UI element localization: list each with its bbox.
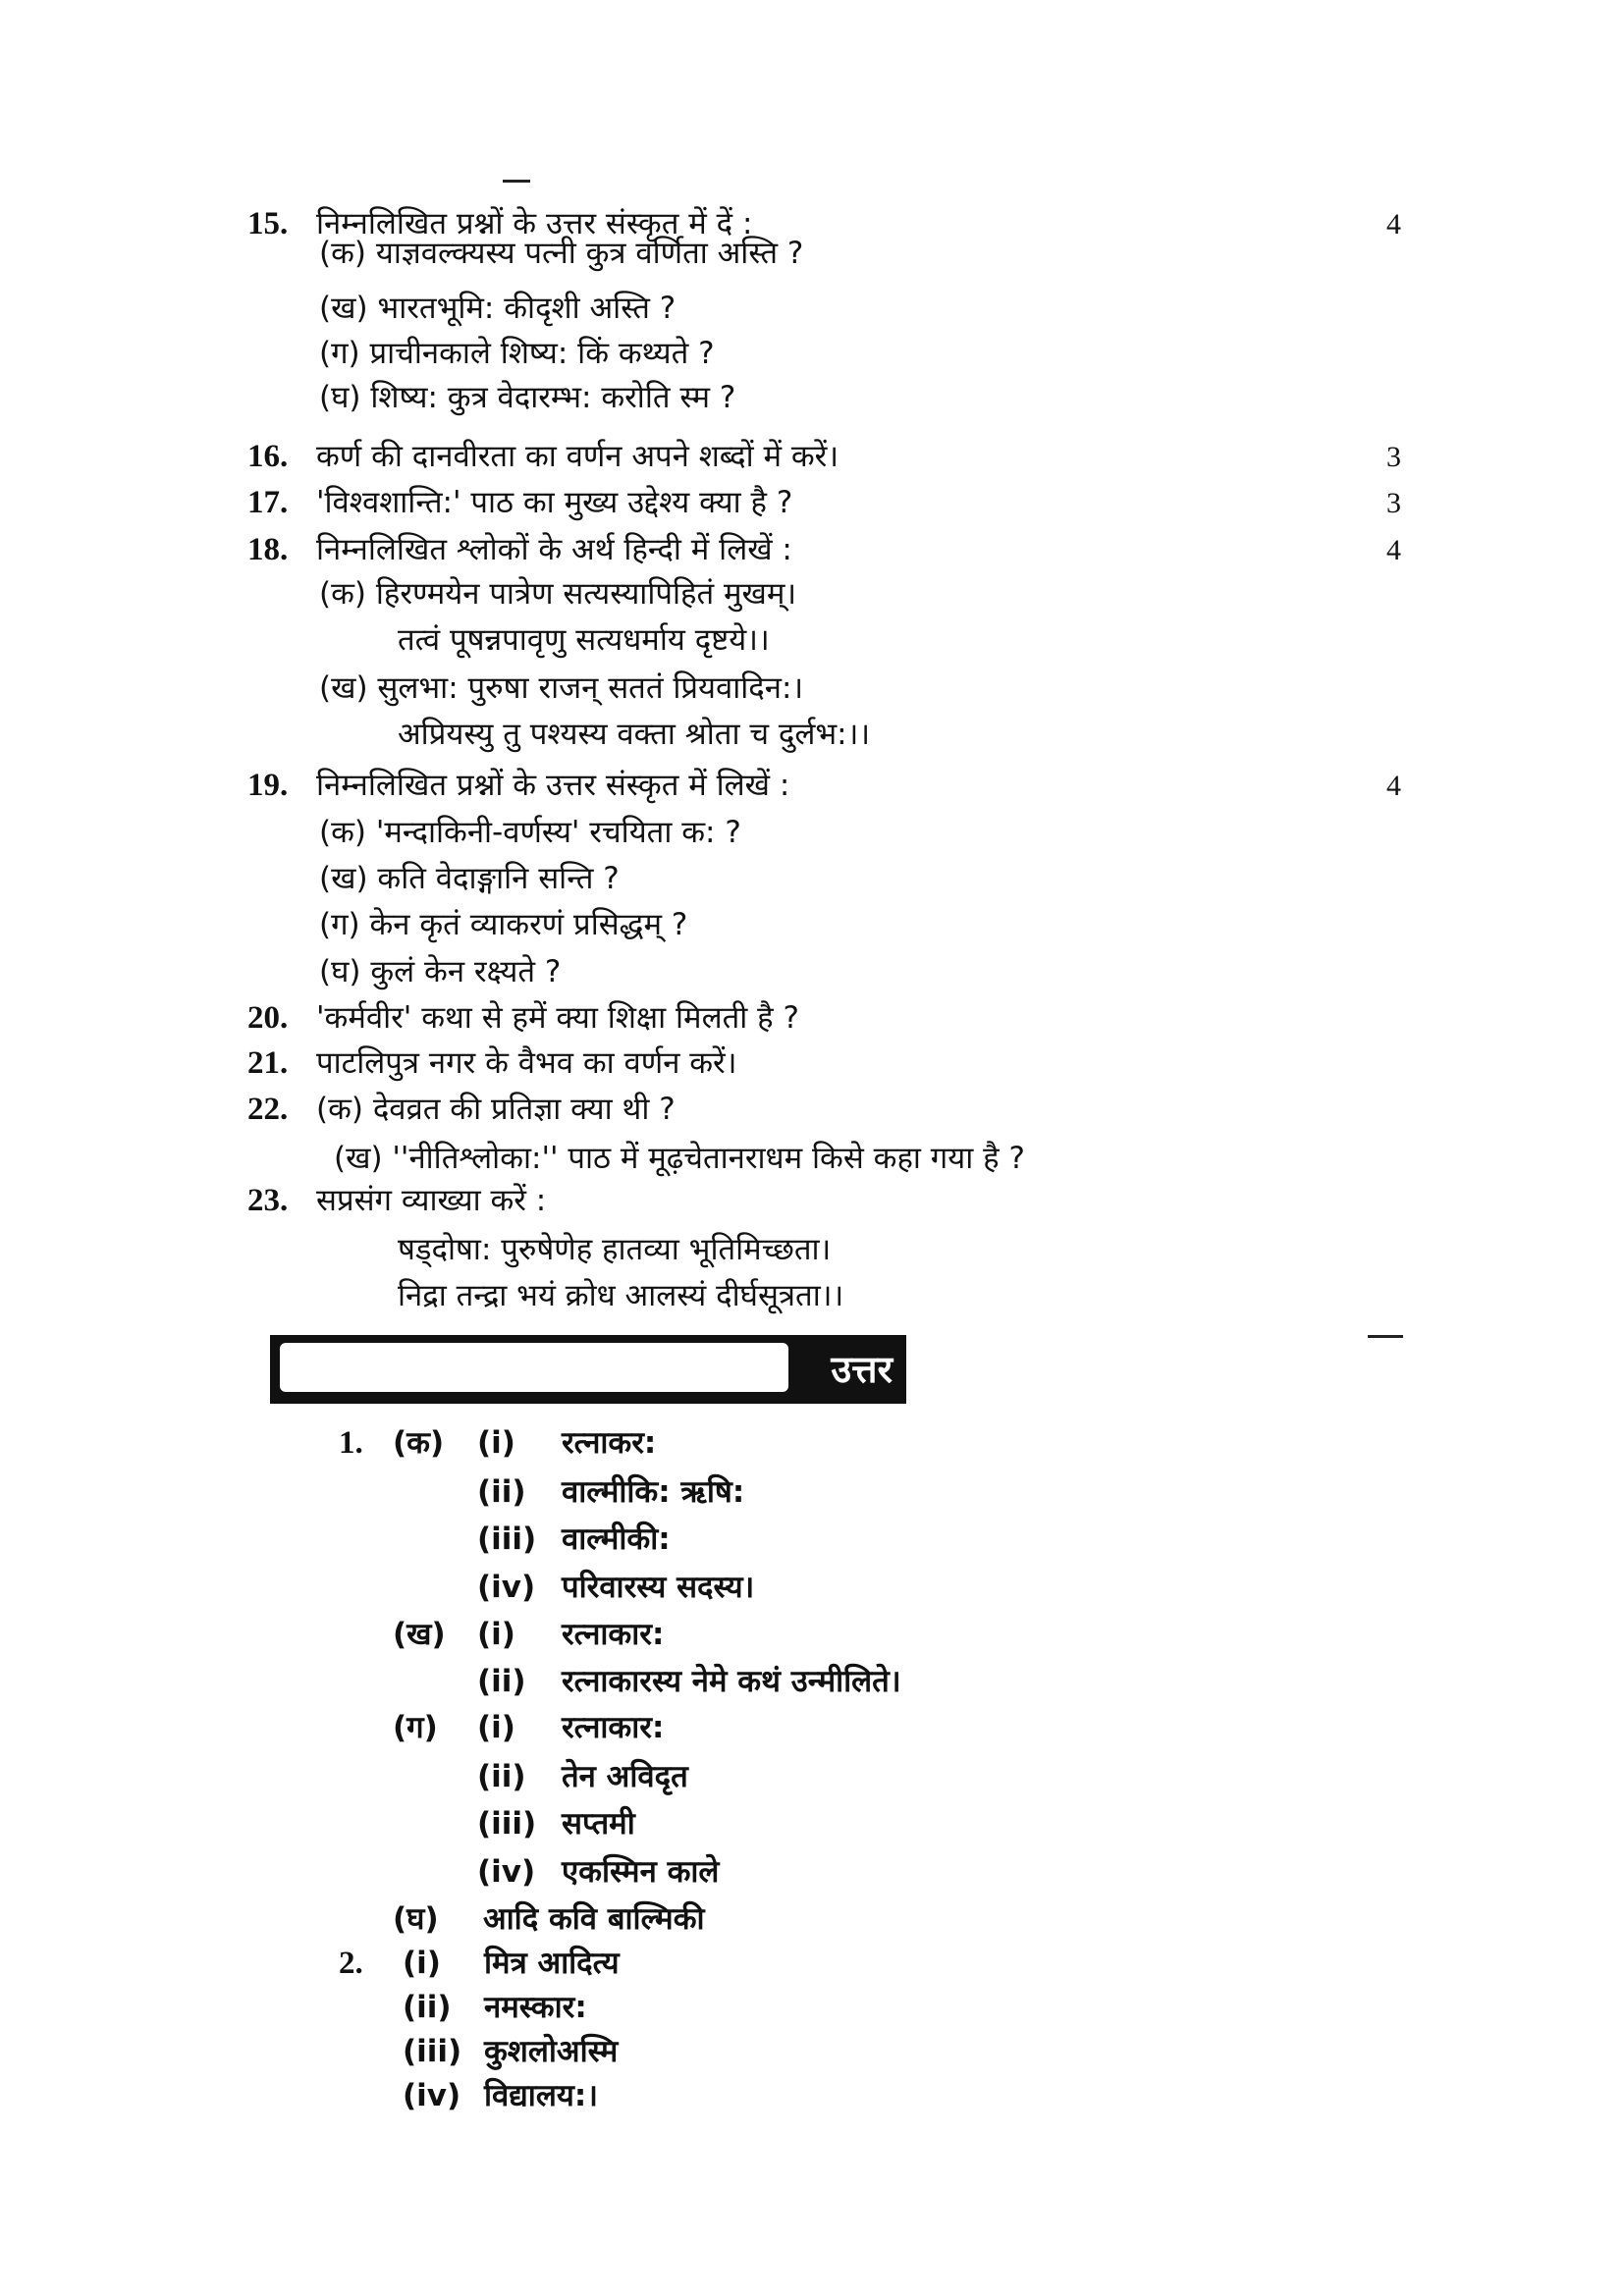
sub-question: (ख) ''नीतिश्लोका:'' पाठ में मूढ़चेतानराधम किसे कहा गया है ? bbox=[334, 1141, 1025, 1176]
question-number: 15. bbox=[247, 206, 289, 241]
answer-text: रत्नाकर: bbox=[562, 1425, 657, 1461]
scan-mark bbox=[503, 180, 530, 183]
answer-subpart-label: (iv) bbox=[477, 1570, 536, 1605]
answer-subpart-label: (iii) bbox=[403, 2034, 462, 2069]
banner-blank bbox=[280, 1343, 788, 1392]
sub-question: (ख) सुलभा: पुरुषा राजन् सततं प्रियवादिन:। bbox=[319, 670, 804, 706]
question-number: 22. bbox=[247, 1092, 289, 1127]
answer-subpart-label: (ii) bbox=[477, 1759, 526, 1794]
sub-question: (ख) भारतभूमि: कीदृशी अस्ति ? bbox=[319, 291, 677, 326]
answer-subpart-label: (ii) bbox=[477, 1474, 526, 1510]
answer-text: वाल्मीकी: bbox=[562, 1522, 671, 1557]
question-text: 'कर्मवीर' कथा से हमें क्या शिक्षा मिलती है ? bbox=[316, 1000, 799, 1036]
sub-question: (घ) कुलं केन रक्ष्यते ? bbox=[319, 954, 562, 989]
question-number: 21. bbox=[247, 1045, 289, 1081]
answer-text: कुशलोअस्मि bbox=[484, 2034, 619, 2069]
answer-subpart-label: (iv) bbox=[403, 2078, 461, 2113]
answers-heading: उत्तर bbox=[831, 1348, 893, 1391]
question-text: निम्नलिखित प्रश्नों के उत्तर संस्कृत में लिखें : bbox=[316, 768, 790, 803]
verse-continuation: अप्रियस्यु तु पश्यस्य वक्ता श्रोता च दुर्लभ:।। bbox=[398, 717, 871, 752]
question-number: 23. bbox=[247, 1183, 289, 1218]
question-text: 'विश्वशान्ति:' पाठ का मुख्य उद्देश्य क्या है ? bbox=[316, 485, 793, 520]
verse-continuation: निद्रा तन्द्रा भयं क्रोध आलस्यं दीर्घसूत्रता।। bbox=[398, 1278, 844, 1313]
verse-continuation: षड्दोषा: पुरुषेणेह हातव्या भूतिमिच्छता। bbox=[398, 1232, 832, 1267]
marks-value: 3 bbox=[1386, 487, 1401, 519]
sub-question: (क) हिरण्मयेन पात्रेण सत्यस्यापिहितं मुखम्। bbox=[319, 576, 797, 612]
question-text: (क) देवव्रत की प्रतिज्ञा क्या थी ? bbox=[316, 1092, 676, 1127]
sub-question: (ग) प्राचीनकाले शिष्य: किं कथ्यते ? bbox=[319, 336, 715, 371]
answer-text: नमस्कार: bbox=[484, 1990, 587, 2025]
question-text: निम्नलिखित प्रश्नों के उत्तर संस्कृत में दें : bbox=[316, 206, 753, 241]
answer-text: तेन अविदृत bbox=[562, 1759, 688, 1794]
answer-part-label: (ग) bbox=[393, 1710, 438, 1745]
answer-text: विद्यालय:। bbox=[484, 2078, 598, 2113]
marks-value: 3 bbox=[1386, 441, 1401, 473]
answer-subpart-label: (i) bbox=[477, 1710, 515, 1745]
answer-text: रत्नाकारस्य नेमे कथं उन्मीलिते। bbox=[562, 1664, 901, 1699]
answer-subpart-label: (iv) bbox=[477, 1854, 536, 1890]
question-text: पाटलिपुत्र नगर के वैभव का वर्णन करें। bbox=[316, 1045, 737, 1081]
question-text: निम्नलिखित श्लोकों के अर्थ हिन्दी में लिखें : bbox=[316, 532, 792, 567]
answer-subpart-label: (i) bbox=[403, 1946, 441, 1981]
sub-question: (ग) केन कृतं व्याकरणं प्रसिद्धम् ? bbox=[319, 907, 688, 942]
answer-subpart-label: (iii) bbox=[477, 1522, 537, 1557]
answer-subpart-label: (ii) bbox=[403, 1990, 452, 2025]
answer-text: रत्नाकार: bbox=[562, 1710, 665, 1745]
question-number: 20. bbox=[247, 1000, 289, 1036]
sub-question: (ख) कति वेदाङ्गानि सन्ति ? bbox=[319, 861, 620, 896]
answer-part-label: (ख) bbox=[393, 1617, 446, 1652]
answer-text: एकस्मिन काले bbox=[562, 1854, 720, 1890]
question-text: कर्ण की दानवीरता का वर्णन अपने शब्दों में करें। bbox=[316, 439, 839, 474]
answer-text: आदि कवि बाल्मिकी bbox=[483, 1901, 705, 1937]
answers-banner bbox=[270, 1335, 906, 1404]
answer-subpart-label: (iii) bbox=[477, 1806, 537, 1842]
scan-mark bbox=[1368, 1335, 1403, 1338]
answer-text: सप्तमी bbox=[562, 1806, 635, 1842]
question-number: 18. bbox=[247, 532, 289, 567]
marks-value: 4 bbox=[1386, 534, 1401, 566]
answer-part-label: (क) bbox=[393, 1425, 445, 1461]
question-number: 16. bbox=[247, 439, 289, 474]
answer-part-label: (घ) bbox=[393, 1901, 439, 1937]
sub-question: (क) 'मन्दाकिनी-वर्णस्य' रचयिता क: ? bbox=[319, 815, 741, 850]
sub-question: (क) याज्ञवल्क्यस्य पत्नी कुत्र वर्णिता अस्ति ? bbox=[319, 236, 804, 271]
answer-text: परिवारस्य सदस्य। bbox=[562, 1570, 755, 1605]
answer-subpart-label: (ii) bbox=[477, 1664, 526, 1699]
answer-text: रत्नाकार: bbox=[562, 1617, 665, 1652]
marks-value: 4 bbox=[1386, 208, 1401, 240]
answer-number: 1. bbox=[339, 1425, 363, 1461]
question-text: सप्रसंग व्याख्या करें : bbox=[316, 1183, 547, 1218]
question-number: 17. bbox=[247, 485, 289, 520]
sub-question: (घ) शिष्य: कुत्र वेदारम्भ: करोति स्म ? bbox=[319, 380, 736, 415]
verse-continuation: तत्वं पूषन्नपावृणु सत्यधर्माय दृष्टये।। bbox=[398, 622, 770, 658]
marks-value: 4 bbox=[1386, 770, 1401, 802]
answer-text: वाल्मीकि: ऋषि: bbox=[562, 1474, 745, 1510]
answer-text: मित्र आदित्य bbox=[484, 1946, 620, 1981]
question-number: 19. bbox=[247, 768, 289, 803]
answer-subpart-label: (i) bbox=[477, 1425, 515, 1461]
answer-number: 2. bbox=[339, 1946, 363, 1981]
answer-subpart-label: (i) bbox=[477, 1617, 515, 1652]
